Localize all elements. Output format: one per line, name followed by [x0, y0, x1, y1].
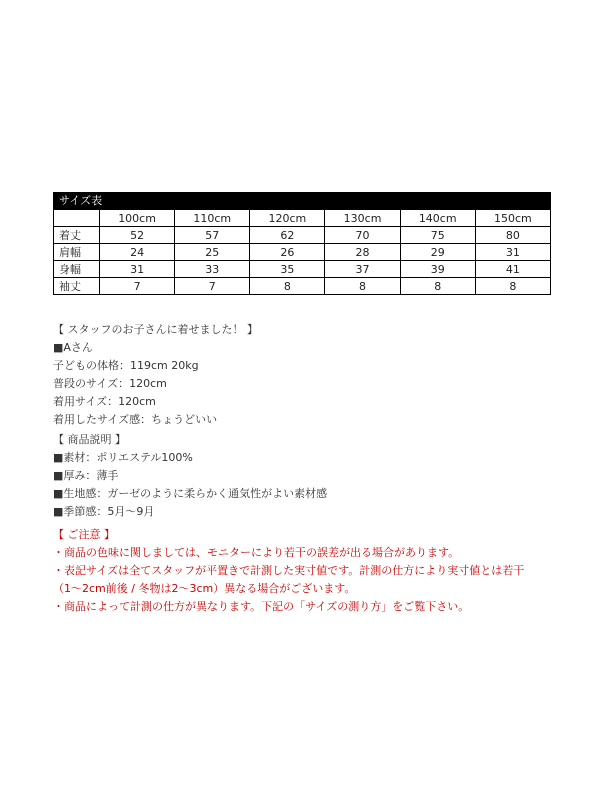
size-header-row [54, 210, 551, 227]
size-column-header: 150cm [475, 210, 550, 227]
table-cell: 39 [400, 261, 475, 278]
notes-line: ・商品によって計測の仕方が異なります。下記の「サイズの測り方」をご覧下さい。 [53, 600, 470, 613]
table-cell: 80 [475, 227, 550, 244]
table-cell: 24 [100, 244, 175, 261]
row-label: 身幅 [54, 261, 100, 278]
table-cell: 37 [325, 261, 400, 278]
table-cell: 41 [475, 261, 550, 278]
size-column-header: 120cm [250, 210, 325, 227]
size-table [53, 192, 551, 295]
notes-line: ・表記サイズは全てスタッフが平置きで計測した実寸値です。計測の仕方により実寸値とは若干 [53, 564, 525, 577]
product-line: ■季節感：5月〜9月 [53, 505, 155, 518]
notes-line: （1〜2cm前後 / 冬物は2〜3cm）異なる場合がございます。 [53, 582, 356, 595]
size-column-header: 140cm [400, 210, 475, 227]
staff-child-line: ■Aさん [53, 341, 93, 354]
size-column-header: 110cm [175, 210, 250, 227]
table-cell: 62 [250, 227, 325, 244]
product-line: ■厚み：薄手 [53, 469, 119, 482]
product-heading: 【 商品説明 】 [53, 433, 126, 446]
table-cell: 31 [475, 244, 550, 261]
row-label: 着丈 [54, 227, 100, 244]
size-column-header: 130cm [325, 210, 400, 227]
table-cell: 28 [325, 244, 400, 261]
table-cell: 70 [325, 227, 400, 244]
row-label: 肩幅 [54, 244, 100, 261]
table-cell: 31 [100, 261, 175, 278]
table-cell: 35 [250, 261, 325, 278]
staff-child-heading: 【 スタッフのお子さんに着せました！ 】 [53, 323, 258, 336]
table-cell: 7 [175, 278, 250, 295]
table-cell: 8 [475, 278, 550, 295]
row-label: 袖丈 [54, 278, 100, 295]
staff-child-line: 着用サイズ：120cm [53, 395, 156, 408]
staff-child-line: 着用したサイズ感：ちょうどいい [53, 413, 218, 426]
staff-child-line: 普段のサイズ：120cm [53, 377, 167, 390]
table-cell: 8 [400, 278, 475, 295]
notes-line: ・商品の色味に関しましては、モニターにより若干の誤差が出る場合があります。 [53, 546, 460, 559]
size-corner-cell [54, 210, 100, 227]
table-row [54, 261, 551, 278]
table-cell: 25 [175, 244, 250, 261]
product-line: ■素材：ポリエステル100% [53, 451, 193, 464]
notes-section [53, 526, 524, 616]
table-cell: 57 [175, 227, 250, 244]
table-cell: 8 [325, 278, 400, 295]
size-table-title: サイズ表 [53, 192, 551, 209]
table-cell: 7 [100, 278, 175, 295]
product-line: ■生地感：ガーゼのように柔らかく通気性がよい素材感 [53, 487, 328, 500]
table-cell: 26 [250, 244, 325, 261]
product-section [53, 431, 327, 521]
table-row [54, 244, 551, 261]
staff-child-section [53, 321, 258, 429]
table-cell: 8 [250, 278, 325, 295]
table-cell: 75 [400, 227, 475, 244]
table-row [54, 278, 551, 295]
table-cell: 33 [175, 261, 250, 278]
table-cell: 52 [100, 227, 175, 244]
table-row [54, 227, 551, 244]
table-cell: 29 [400, 244, 475, 261]
size-column-header: 100cm [100, 210, 175, 227]
staff-child-line: 子どもの体格：119cm 20kg [53, 359, 199, 372]
notes-heading: 【 ご注意 】 [53, 528, 115, 541]
